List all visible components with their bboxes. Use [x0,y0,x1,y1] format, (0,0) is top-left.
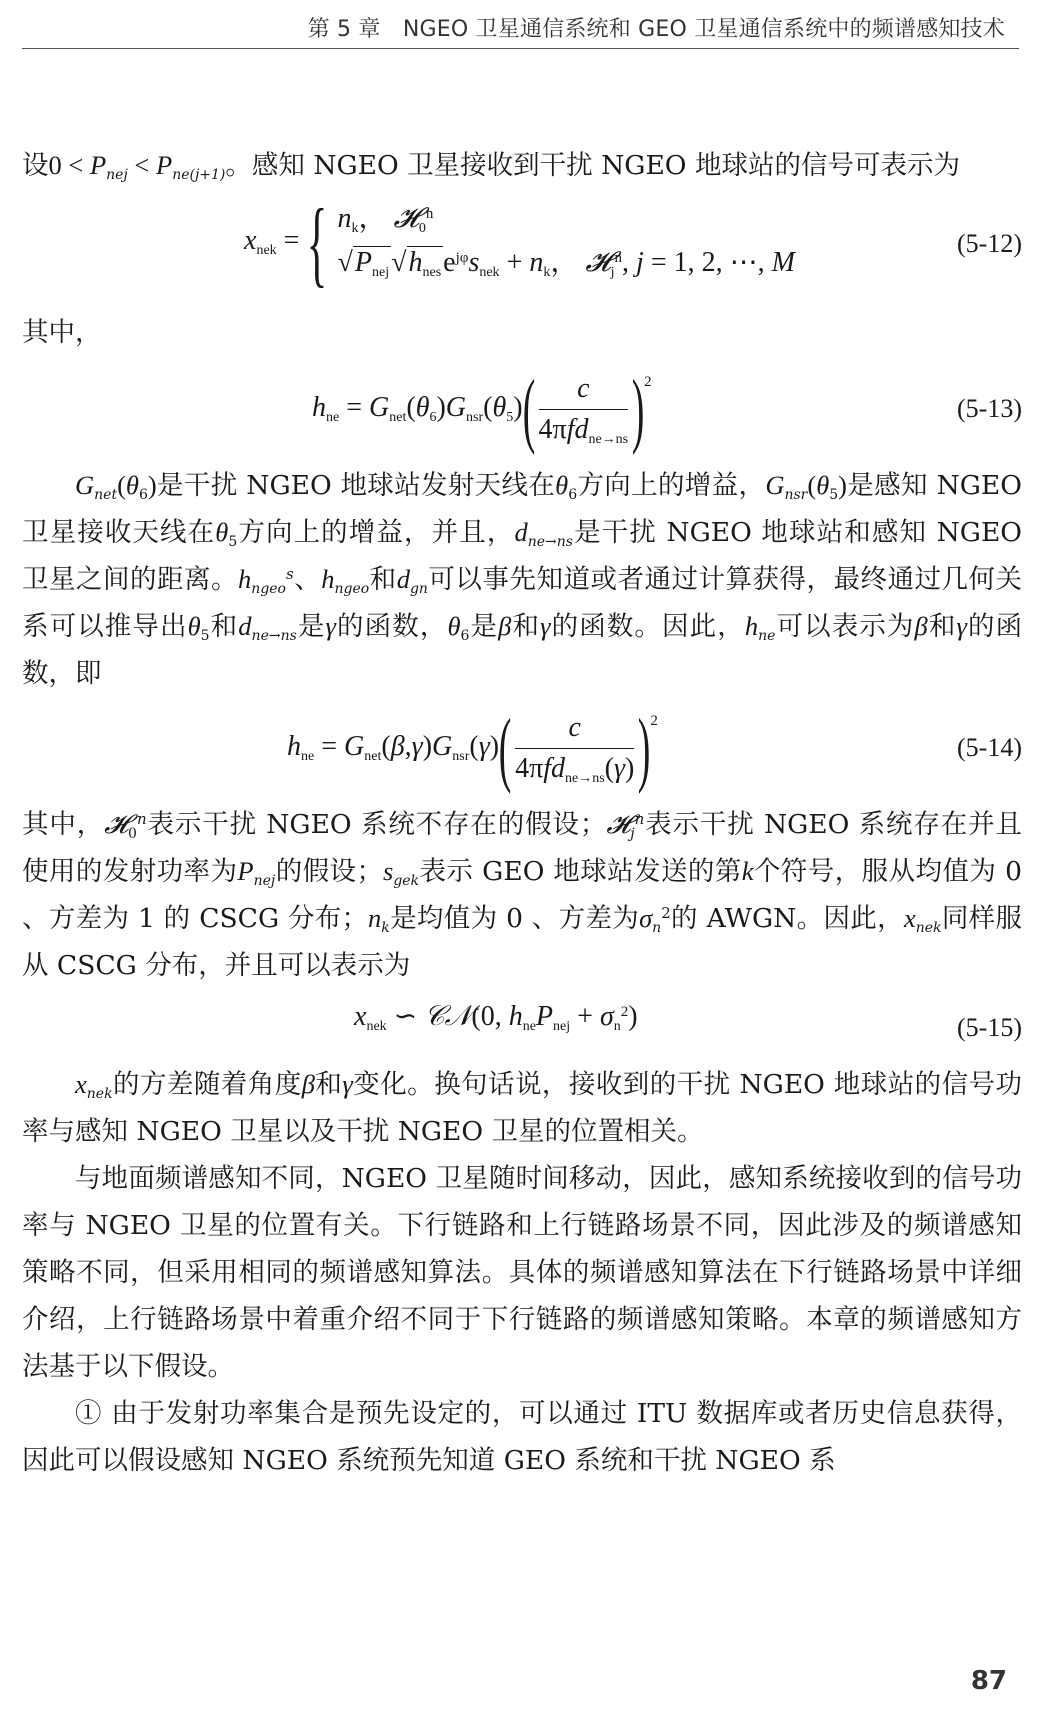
paragraph-gains: $G_{net}(\theta_6)$是干扰 NGEO 地球站发射天线在$\theta_6$方向上的增益，$G_{nsr}(\theta_5)$是感知 NGEO 卫星接收天线在$\theta_5$方向上的增益，并且，$d_{ne\to ns}$是干扰 NGEO 地球站和感知 NGEO 卫星之间的距离。$h_{ngeo}^s$、$h_{ngeo}$和$d_{gn}$可以事先知道或者通过计算获得，最终通过几何关系可以推导出$\theta_5$和$d_{ne\to ns}$是γ的函数，$\theta_6$是β和γ的函数。因此，$h_{ne}$可以表示为β和γ的函数，即 [22,470,1023,689]
equation-5-12: $x_{nek}$ = { $n_k$， 𝓗$_0^n$ $√P_{nej}√h_{nes}e^{j\varphi}s_{nek} + n_k$， 𝓗$_j^n$, j = 1, 2, ⋯, M (5-12) [244,189,1022,296]
equation-number: (5-13) [957,394,1022,423]
equation-number: (5-15) [957,1013,1022,1042]
page-number: 87 [970,1666,1007,1696]
paragraph-intro: 设$0 < P_{nej} < P_{ne(j+1)}$。感知 NGEO 卫星接收到干扰 NGEO 地球站的信号可表示为 [22,150,960,183]
equation-5-13: $h_{ne} = G_{net}(\theta_6)G_{nsr}(\theta_5)$( $\frac{c}{4\pi fd_{ne\to ns}}$ )$^2$ (5-13) [312,362,1022,456]
running-header: 第 5 章 NGEO 卫星通信系统和 GEO 卫星通信系统中的频谱感知技术 [307,17,1005,42]
equation-5-14: $h_{ne} = G_{net}(\beta,\gamma)G_{nsr}(\gamma)$( $\frac{c}{4\pi fd_{ne\to ns}(\gamma)}$ )$^2$ (5-14) [287,701,1022,795]
paragraph-ground-sensing: 与地面频谱感知不同，NGEO 卫星随时间移动，因此，感知系统接收到的信号功率与 NGEO 卫星的位置有关。下行链路和上行链路场景不同，因此涉及的频谱感知策略不同，但采用相同的频谱感知算法。具体的频谱感知算法在下行链路场景中详细介绍，上行链路场景中着重介绍不同于下行链路的频谱感知策略。本章的频谱感知方法基于以下假设。 [22,1163,1022,1382]
header-rule [22,48,1019,49]
equation-number: (5-14) [957,733,1022,762]
page-body [22,140,1022,1484]
paragraph-where-1: 其中， [22,317,102,348]
paragraph-variance: $x_{nek}$的方差随着角度β和γ变化。换句话说，接收到的干扰 NGEO 地球站的信号功率与感知 NGEO 卫星以及干扰 NGEO 卫星的位置相关。 [22,1069,1023,1147]
equation-5-15: $x_{nek}$ ∽ 𝒞𝒩(0, $h_{ne}P_{nej} + \sigma_n^2$) (5-15) [354,1001,1022,1042]
intro-text: 。感知 NGEO 卫星接收到干扰 NGEO 地球站的信号可表示为 [225,150,960,181]
paragraph-hypotheses: 其中，𝓗$_0^n$表示干扰 NGEO 系统不存在的假设；𝓗$_j^n$表示干扰 NGEO 系统存在并且使用的发射功率为$P_{nej}$的假设；$s_{gek}$表示 GEO 地球站发送的第k个符号，服从均值为 0 、方差为 1 的 CSCG 分布；$n_k$是均值为 0 、方差为$\sigma_n^2$的 AWGN。因此，$x_{nek}$同样服从 CSCG 分布，并且可以表示为 [22,809,1023,981]
paragraph-assumption-1: ① 由于发射功率集合是预先设定的，可以通过 ITU 数据库或者历史信息获得，因此可以假设感知 NGEO 系统预先知道 GEO 系统和干扰 NGEO 系 [22,1398,1022,1476]
equation-number: (5-12) [957,229,1022,258]
